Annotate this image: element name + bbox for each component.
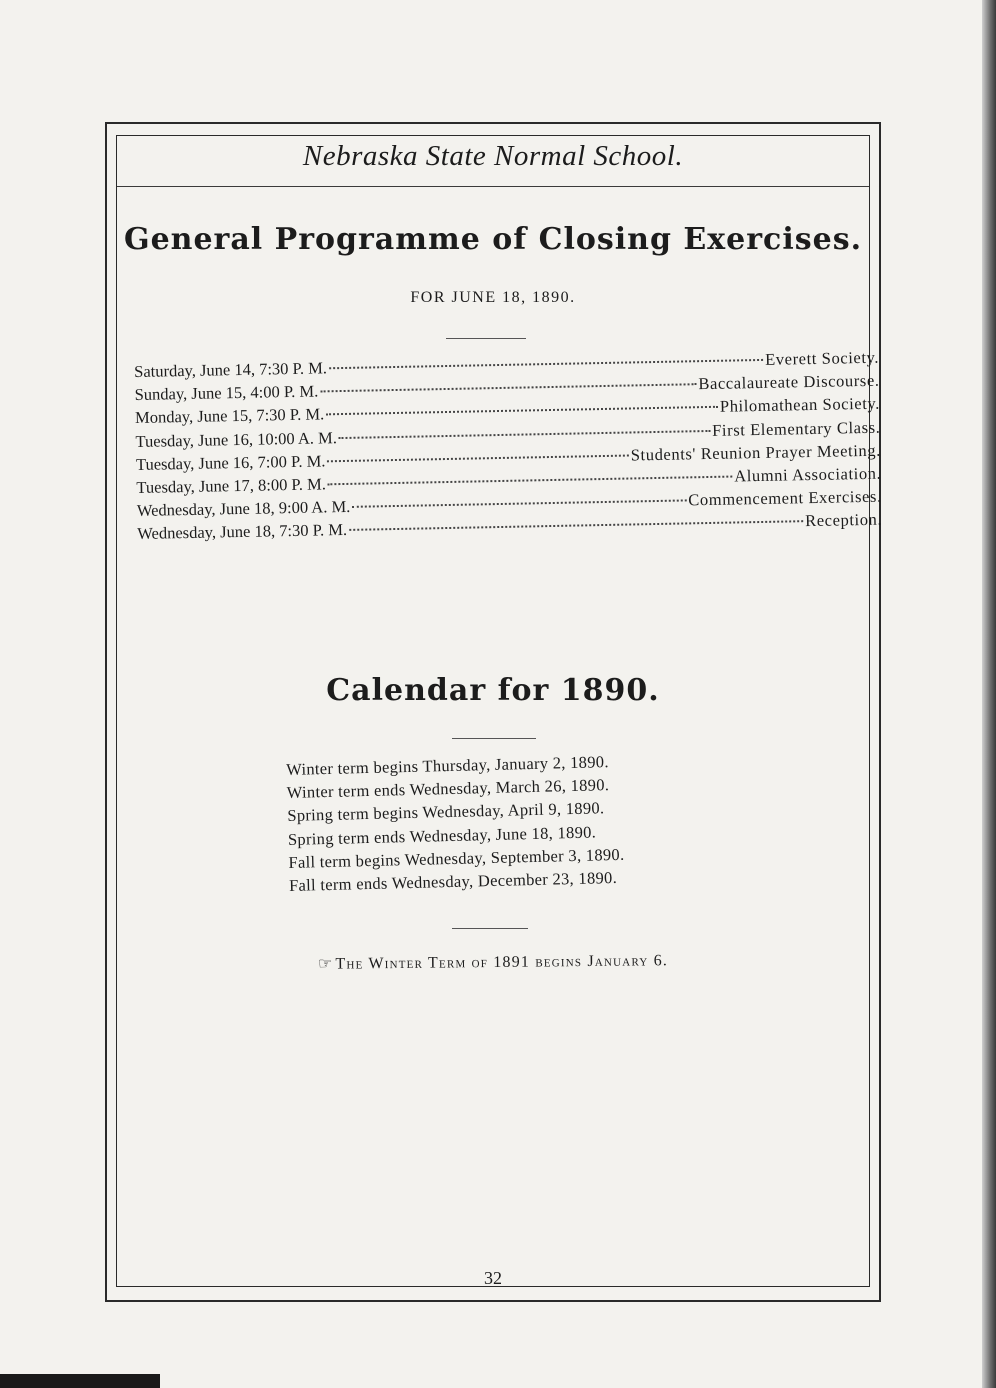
event-time: Wednesday, June 18, 9:00 A. M. — [136, 497, 351, 521]
event-name: Reception. — [804, 509, 883, 531]
term-item: Winter term ends Wednesday, March 26, 1890. — [286, 775, 610, 803]
section-divider — [446, 338, 526, 339]
dot-leader — [329, 359, 763, 369]
dot-leader — [320, 383, 696, 392]
term-item: Winter term begins Thursday, January 2, 1890. — [286, 752, 609, 779]
term-item: Spring term ends Wednesday, June 18, 1890. — [287, 822, 597, 849]
term-list — [286, 749, 749, 899]
event-name: Everett Society. — [764, 347, 880, 369]
section-divider — [452, 928, 528, 929]
term-item: Fall term ends Wednesday, December 23, 1890. — [288, 867, 618, 895]
programme-title: General Programme of Closing Exercises. — [123, 222, 863, 257]
event-name: Philomathean Society. — [719, 394, 881, 417]
page-number: 32 — [484, 1268, 502, 1288]
dot-leader — [327, 454, 628, 462]
dot-leader — [349, 520, 803, 531]
programme-date: FOR JUNE 18, 1890. — [410, 289, 576, 306]
calendar-title: Calendar for 1890. — [326, 673, 660, 708]
event-time: Sunday, June 15, 4:00 P. M. — [134, 381, 319, 405]
dot-leader — [352, 500, 686, 508]
dot-leader — [326, 406, 718, 416]
scan-edge-mark — [0, 1374, 160, 1388]
event-time: Wednesday, June 18, 7:30 P. M. — [137, 520, 348, 544]
event-name: Alumni Association. — [734, 463, 882, 486]
event-name: Students' Reunion Prayer Meeting. — [630, 440, 882, 465]
event-time: Monday, June 15, 7:30 P. M. — [134, 404, 325, 428]
page-edge-shadow — [982, 0, 996, 1388]
term-item: Fall term begins Wednesday, September 3, 1890. — [288, 844, 625, 872]
event-name: Commencement Exercises. — [688, 486, 882, 510]
notice-text: The Winter Term of 1891 begins January 6. — [335, 952, 669, 973]
event-time: Tuesday, June 16, 7:00 P. M. — [135, 451, 326, 474]
dot-leader — [339, 430, 710, 439]
term-item: Spring term begins Wednesday, April 9, 1890. — [287, 798, 605, 826]
schedule-list — [134, 348, 882, 548]
event-time: Tuesday, June 16, 10:00 A. M. — [135, 427, 338, 451]
page-border-inner — [116, 135, 870, 1287]
dot-leader — [328, 475, 732, 485]
event-name: First Elementary Class. — [711, 417, 881, 440]
event-time: Saturday, June 14, 7:30 P. M. — [134, 358, 328, 381]
school-name: Nebraska State Normal School. — [302, 140, 684, 172]
section-divider — [452, 738, 536, 739]
pointing-hand-icon: ☞ — [317, 955, 334, 973]
event-time: Tuesday, June 17, 8:00 P. M. — [136, 474, 327, 497]
event-name: Baccalaureate Discourse. — [698, 370, 880, 394]
header-rule — [117, 186, 869, 187]
